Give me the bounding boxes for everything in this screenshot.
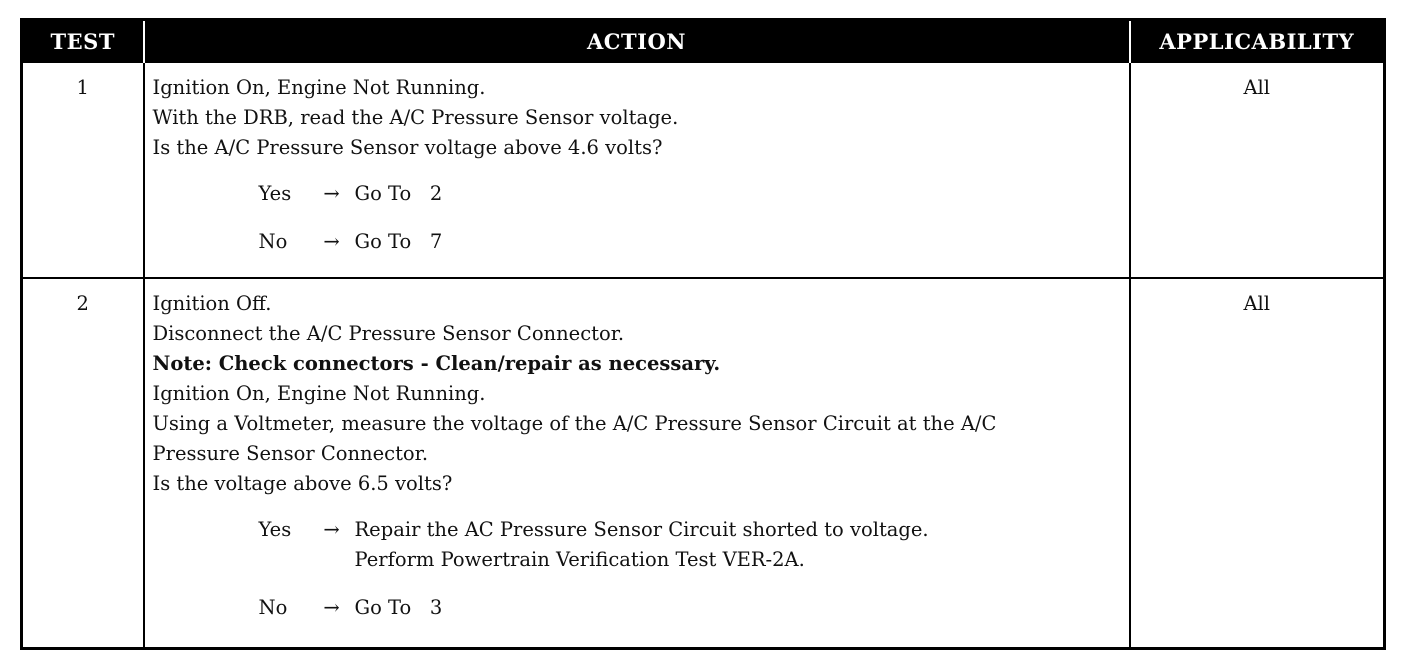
column-header-test: TEST xyxy=(22,20,144,63)
outcome-no xyxy=(259,227,1125,257)
applicability-cell: All xyxy=(1130,62,1385,278)
right-arrow-icon: → xyxy=(323,182,340,205)
note-line: Note: Check connectors - Clean/repair as necessary. xyxy=(152,352,721,375)
goto-text: Go To 2 xyxy=(354,182,443,205)
answer-label: No xyxy=(258,596,288,619)
right-arrow-icon: → xyxy=(323,596,340,619)
action-line: Ignition Off. xyxy=(152,292,272,315)
action-line: Disconnect the A/C Pressure Sensor Connector. xyxy=(152,322,625,345)
outcome-result xyxy=(355,179,443,209)
column-header-action: ACTION xyxy=(144,20,1130,63)
outcome-list xyxy=(153,515,1125,623)
diagnostic-test-table xyxy=(20,18,1386,650)
table-row xyxy=(22,62,1385,278)
answer-label: No xyxy=(258,230,288,253)
outcome-result xyxy=(355,515,929,575)
goto-text: Go To 3 xyxy=(354,596,443,619)
outcome-list xyxy=(153,179,1125,257)
outcome-result xyxy=(355,593,443,623)
goto-text: Go To 7 xyxy=(354,230,443,253)
applicability-cell: All xyxy=(1130,278,1385,649)
verification-instruction: Perform Powertrain Verification Test VER-2A. xyxy=(354,548,805,571)
outcome-yes xyxy=(259,179,1125,209)
action-line: Pressure Sensor Connector. xyxy=(152,442,429,465)
right-arrow-icon: → xyxy=(323,518,340,541)
column-header-applicability: APPLICABILITY xyxy=(1130,20,1385,63)
table-header-row xyxy=(22,20,1385,63)
action-cell xyxy=(144,278,1130,649)
right-arrow-icon: → xyxy=(323,230,340,253)
test-number: 2 xyxy=(22,278,144,649)
outcome-result xyxy=(355,227,443,257)
action-line: Ignition On, Engine Not Running. xyxy=(152,382,486,405)
action-line: With the DRB, read the A/C Pressure Sensor voltage. xyxy=(152,106,679,129)
table-row xyxy=(22,278,1385,649)
answer-label: Yes xyxy=(258,182,292,205)
action-cell xyxy=(144,62,1130,278)
action-line: Is the A/C Pressure Sensor voltage above 4.6 volts? xyxy=(152,136,663,159)
action-line: Ignition On, Engine Not Running. xyxy=(152,76,486,99)
answer-label: Yes xyxy=(258,518,292,541)
test-number: 1 xyxy=(22,62,144,278)
outcome-no xyxy=(259,593,1125,623)
action-line: Is the voltage above 6.5 volts? xyxy=(152,472,453,495)
repair-instruction: Repair the AC Pressure Sensor Circuit shorted to voltage. xyxy=(354,518,929,541)
action-line: Using a Voltmeter, measure the voltage of the A/C Pressure Sensor Circuit at the A/C xyxy=(152,412,997,435)
outcome-yes xyxy=(259,515,1125,575)
